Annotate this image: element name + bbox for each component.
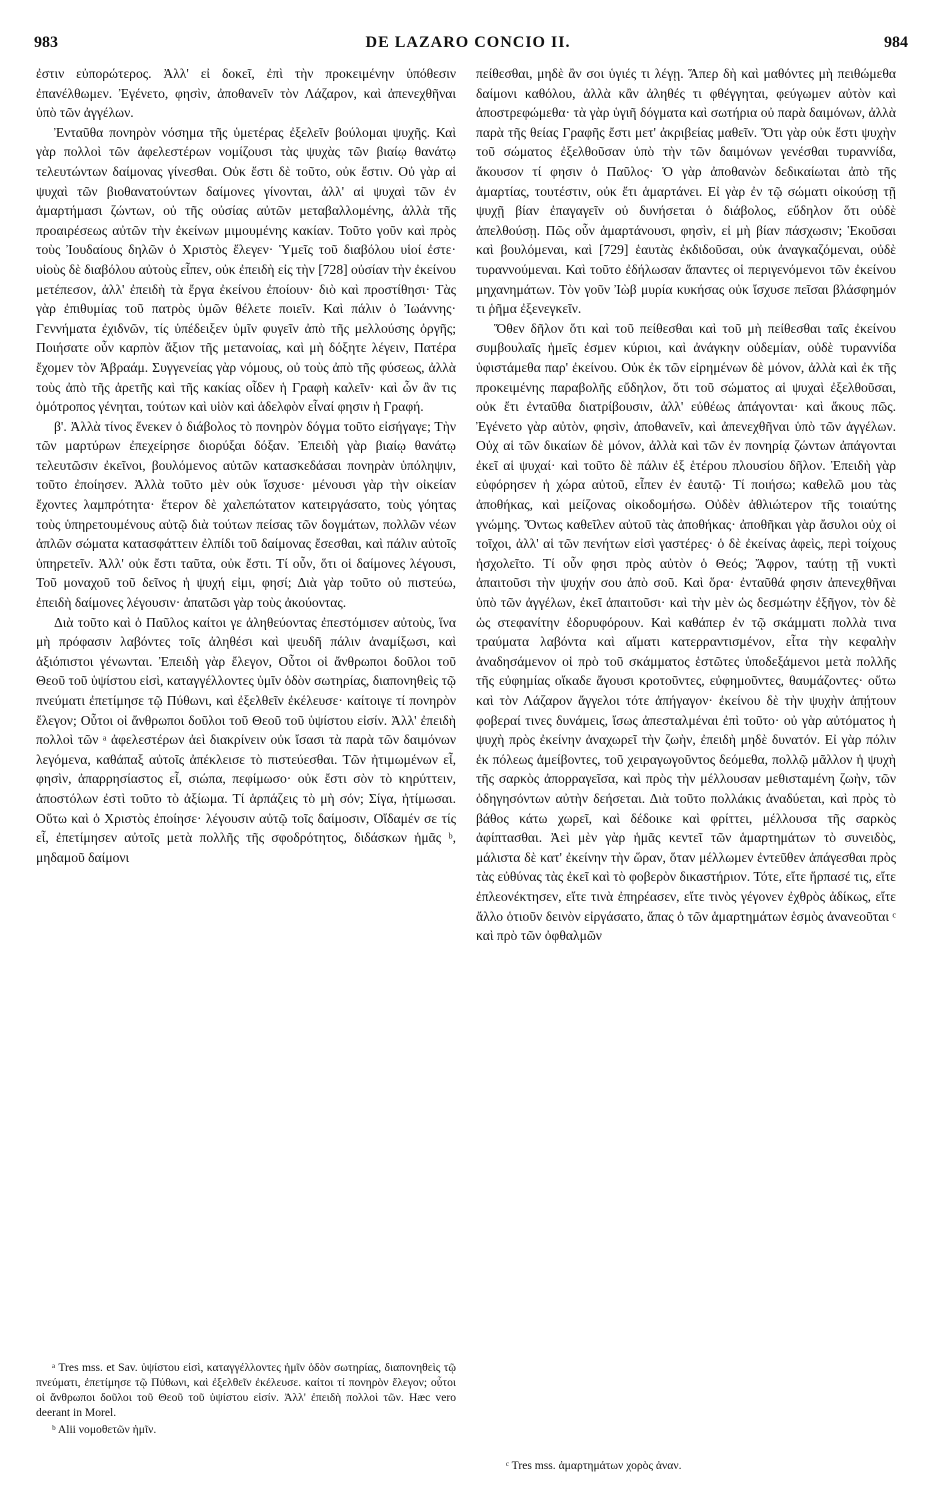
paragraph: ἐστιν εὐπορώτερος. Ἀλλ' εἰ δοκεῖ, ἐπὶ τὴν προκειμένην ὑπόθεσιν ἐπανέλθωμεν. Ἐγένετο, φησὶν, ἀποθανεῖν τὸν Λάζαρον, καὶ ἀπενεχθῆναι ὑπὸ τῶν ἀγγέλων. [36, 66, 456, 121]
footnote-b: ᵇ Alii νομοθετῶν ἡμῖν. [52, 1423, 157, 1436]
paragraph: Ἐνταῦθα πονηρὸν νόσημα τῆς ὑμετέρας ἐξελεῖν βούλομαι ψυχῆς. Καὶ γὰρ πολλοὶ τῶν ἀφελεστέρων νομίζουσι τὰς ψυχὰς τῶν βιαίῳ θανάτῳ τελευτώντων δαίμονας γίνεσθαι. Οὐκ ἔστι δὲ τοῦτο, οὐκ ἔστιν. Οὐ γὰρ αἱ ψυχαὶ τῶν βιοθανατούντων δαίμονες γίνονται, ἀλλ' αἱ ψυχαὶ τῶν ἐν ἁμαρτήμασι ζώντων, οὐ τῆς οὐσίας αὐτῶν μεταβαλλομένης, ἀλλὰ τῆς προαιρέσεως αὐτῶν τὴν ἐκείνων μιμουμένης κακίαν. Τοῦτο γοῦν καὶ πρὸς τοὺς Ἰουδαίους δηλῶν ὁ Χριστὸς ἔλεγεν· Ὑμεῖς τοῦ διαβόλου υἱοί ἐστε· υἱοὺς δὲ διαβόλου αὐτοὺς εἶπεν, οὐκ ἐπειδὴ εἰς τὴν [728] οὐσίαν τὴν ἐκείνου μετέπεσον, ἀλλ' ἐπειδὴ τὰ ἔργα ἐκείνου ἐποίουν· διὸ καὶ προστίθησι· Τὰς γὰρ ἐπιθυμίας τοῦ πατρὸς ὑμῶν θέλετε ποιεῖν. Καὶ πάλιν ὁ Ἰωάννης· Γεννήματα ἐχιδνῶν, τίς ὑπέδειξεν ὑμῖν φυγεῖν ἀπὸ τῆς μελλούσης ὀργῆς; Ποιήσατε οὖν καρπὸν ἄξιον τῆς μετανοίας, καὶ μὴ δόξητε λέγειν, Πατέρα ἔχομεν τὸν Ἀβραάμ. Συγγενείας γὰρ νόμους, οὐ τοὺς ἀπὸ τῆς φύσεως, ἀλλὰ τοὺς ἀπὸ τῆς ἀρετῆς καὶ τῆς κακίας οἶδεν ἡ Γραφὴ καλεῖν· καὶ ὧν ἂν τις ὁμότροπος γένηται, τούτων καὶ υἱὸν καὶ ἀδελφὸν εἶναί φησιν ἡ Γραφή. [36, 124, 456, 415]
page-number-left: 983 [34, 34, 58, 51]
footnotes-right [490, 1458, 890, 1475]
right-column [476, 64, 896, 1454]
paragraph: Διὰ τοῦτο καὶ ὁ Παῦλος καίτοι γε ἀληθεύοντας ἐπεστόμισεν αὐτοὺς, ἵνα μὴ πρόφασιν λαβόντες τοῖς ἀληθέσι καὶ ψευδῆ πάλιν ἀναμίξωσι, καὶ ἀξιόπιστοι γένωνται. Ἐπειδὴ γὰρ ἔλεγον, Οὗτοι οἱ ἄνθρωποι δοῦλοι τοῦ Θεοῦ τοῦ ὑψίστου εἰσὶ, καταγγέλλοντες ὑμῖν ὁδὸν σωτηρίας, διαπονηθεὶς τῷ πνεύματι ἐπετίμησε τῷ Πύθωνι, καὶ ἐξελθεῖν ἐκέλευσε· καίτοιγε τί πονηρὸν ἔλεγον; Οὗτοι οἱ ἄνθρωποι δοῦλοι τοῦ Θεοῦ τοῦ ὑψίστου εἰσίν. Ἀλλ' ἐπειδὴ πολλοὶ τῶν ᵃ ἀφελεστέρων ἀεὶ διακρίνειν οὐκ ἴσασι τὰ παρὰ τῶν δαιμόνων λεγόμενα, καθάπαξ αὐτοῖς ἀπέκλεισε τὸ πιστεύεσθαι. Τῶν ἠτιμωμένων εἶ, φησὶν, ἀπαρρησίαστος εἶ, σιώπα, πεφίμωσο· οὐκ ἔστι σὸν τὸ κηρύττειν, ἀποστόλων ἐστὶ τοῦτο τὸ ἀξίωμα. Τί ἁρπάζεις τὸ μὴ σόν; Σίγα, ἠτίμωσαι. Οὕτω καὶ ὁ Χριστὸς ἐποίησε· λέγουσιν αὐτῷ τοῖς δαίμοσιν, Οἴδαμέν σε τίς εἶ, ἐπετίμησεν αὐτοῖς μετὰ πολλῆς τῆς σφοδρότητος, διδάσκων ἡμᾶς ᵇ, μηδαμοῦ δαίμονι [36, 614, 456, 865]
footnote-c: ᶜ Tres mss. ἁμαρτημάτων χορὸς ἀναν. [506, 1459, 682, 1472]
paragraph: β'. Ἀλλὰ τίνος ἕνεκεν ὁ διάβολος τὸ πονηρὸν δόγμα τοῦτο εἰσήγαγε; Τὴν τῶν μαρτύρων ἐπεχείρησε διορύξαι δόξαν. Ἐπειδὴ γὰρ βιαίῳ θανάτῳ τελευτῶσιν ἐκεῖνοι, βουλόμενος αὐτῶν κατασκεδάσαι πονηρὰν ὑπόληψιν, τοῦτο ἐποίησεν. Ἀλλὰ τοῦτο μὲν οὐκ ἴσχυσε· μένουσι γὰρ τὴν οἰκείαν ἔχοντες λαμπρότητα· ἕτερον δὲ χαλεπώτατον κατειργάσατο, τοὺς γόητας τοὺς ὑπηρετουμένους αὐτῷ διὰ τούτων πείσας τῶν δογμάτων, πολλῶν νέων ἀπλῶν σώματα κατασφάττειν ἐλπίδι τοῦ δαίμονας ἔσεσθαι, καὶ πάλιν αὐτοῖς ὑπηρετεῖν. Ἀλλ' οὐκ ἔστι ταῦτα, οὐκ ἔστι. Τί οὖν, ὅτι οἱ δαίμονες λέγουσι, Τοῦ μοναχοῦ τοῦ δεῖνος ἡ ψυχή εἰμι, φησί; Διὰ γὰρ τοῦτο οὐ πιστεύω, ἐπειδὴ δαίμονες λέγουσιν· ἀπατῶσι γὰρ τοὺς ἀκούοντας. [36, 418, 456, 611]
page-number-right: 984 [884, 34, 908, 51]
left-column [36, 64, 456, 1354]
paragraph: πείθεσθαι, μηδὲ ἂν σοι ὑγιές τι λέγῃ. Ἅπερ δὴ καὶ μαθόντες μὴ πειθώμεθα δαίμονι καθόλου, ἀλλὰ κἂν ἀληθές τι φθέγγηται, φεύγωμεν αὐτὸν καὶ ἀποστρεφώμεθα· τὰ γὰρ ὑγιῆ δόγματα καὶ σωτήρια οὐ παρὰ δαιμόνων, ἀλλὰ παρὰ τῆς θείας Γραφῆς ἔστι μετ' ἀκριβείας μαθεῖν. Ὅτι γὰρ οὐκ ἔστι ψυχὴν τοῦ σώματος ἐξελθοῦσαν ὑπὸ τὴν τῶν δαιμόνων γενέσθαι τυραννίδα, ἄκουσον τί φησιν ὁ Παῦλος· Ὁ γὰρ ἀποθανὼν δεδικαίωται ἀπὸ τῆς ἁμαρτίας, τουτέστιν, οὐκ ἔτι ἁμαρτάνει. Εἰ γὰρ ἐν τῷ σώματι οἰκούσῃ τῇ ψυχῇ βίαν ἐπαγαγεῖν οὐ δυνήσεται ὁ διάβολος, εὔδηλον ὅτι οὐδὲ ἀπελθούσῃ. Πῶς οὖν ἁμαρτάνουσι, φησὶν, εἰ μὴ βίαν πάσχωσιν; Ἑκοῦσαι καὶ βουλόμεναι, καὶ [729] ἑαυτὰς ἐκδιδοῦσαι, οὐκ ἀναγκαζόμεναι, οὐδὲ τυραννούμεναι. Καὶ τοῦτο ἐδήλωσαν ἅπαντες οἱ περιγενόμενοι τῶν ἐκείνου μηχανημάτων. Τὸν γοῦν Ἰὼβ μυρία κυκήσας οὐκ ἴσχυσε πεῖσαι βλάσφημόν τι ῥῆμα ἐξενεγκεῖν. [476, 66, 896, 317]
running-header [28, 34, 908, 56]
footnote-a: ᵃ Tres mss. et Sav. ὑψίστου εἰσὶ, καταγγέλλοντες ἡμῖν ὁδὸν σωτηρίας, διαπονηθεὶς τῷ πνεύματι, ἐπετίμησε τῷ Πύθωνι, καὶ ἐξελθεῖν ἐκέλευσε. καίτοι τί πονηρὸν ἔλεγον; οὗτοι οἱ ἄνθρωποι δοῦλοι τοῦ Θεοῦ τοῦ ὑψίστου εἰσίν. Ἀλλ' ἐπειδὴ πολλοὶ τῶν. Hæc vero deerant in Morel. [36, 1361, 456, 1419]
running-title: DE LAZARO CONCIO II. [365, 34, 571, 51]
footnotes-left [36, 1360, 456, 1439]
paragraph: Ὅθεν δῆλον ὅτι καὶ τοῦ πείθεσθαι καὶ τοῦ μὴ πείθεσθαι ταῖς ἐκείνου συμβουλαῖς ἡμεῖς ἐσμεν κύριοι, καὶ ἀνάγκην οὐδεμίαν, οὐδὲ τυραννίδα ὑφιστάμεθα παρ' ἐκείνου. Οὐκ ἐκ τῶν εἰρημένων δὲ μόνον, ἀλλὰ καὶ ἐκ τῆς προκειμένης παραβολῆς εὔδηλον, ὅτι τοῦ σώματος αἱ ψυχαὶ ἐξελθοῦσαι, οὐκ ἔτι ἐνταῦθα διατρίβουσιν, ἀλλ' εὐθέως ἀπάγονται· καὶ ἄκους πῶς. Ἐγένετο γὰρ αὐτὸν, φησὶν, ἀποθανεῖν, καὶ ἀπενεχθῆναι ὑπὸ τῶν ἀγγέλων. Οὐχ αἱ τῶν δικαίων δὲ μόνον, ἀλλὰ καὶ τῶν ἐν πονηρίᾳ ζώντων ἀπάγονται ἐκεῖ αἱ ψυχαί· καὶ τοῦτο δὲ πάλιν ἐξ ἑτέρου πλουσίου δῆλον. Ἐπειδὴ γὰρ εὐφόρησεν ἡ χώρα αὐτοῦ, εἶπεν ἐν ἑαυτῷ· Τί ποιήσω; καθελῶ μου τὰς ἀποθήκας, καὶ μείζονας οἰκοδομήσω. Οὐδὲν ἀθλιώτερον τῆς τοιαύτης γνώμης. Ὄντως καθεῖλεν αὐτοῦ τὰς ἀποθήκας· ἀποθῆκαι γὰρ ἄσυλοι οὐχ οἱ τοῖχοι, ἀλλ' αἱ τῶν πενήτων εἰσὶ γαστέρες· ὁ δὲ ἐκείνας ἀφεὶς, περὶ τοίχους ἠσχολεῖτο. Τί οὖν φησι πρὸς αὐτὸν ὁ Θεός; Ἄφρον, ταύτῃ τῇ νυκτὶ ἀπαιτοῦσι τὴν ψυχήν σου ἀπὸ σοῦ. Καὶ ὅρα· ἐνταῦθά φησιν ἀπενεχθῆναι ὑπὸ τῶν ἀγγέλων, ἐκεῖ ἀπαιτοῦσι· καὶ τὴν μὲν ὡς δεσμώτην ἐξῆγον, τὸν δὲ ὡς στεφανίτην ἐδορυφόρουν. Καὶ καθάπερ ἐν τῷ σκάμματι πολλὰ τινα τραύματα λαβόντα καὶ αἵματι κατερραντισμένον, εἶτα τὴν κεφαλὴν ἀναδησάμενον οἱ πρὸ τοῦ σκάμματος ἑστῶτες ὑποδεξάμενοι μετὰ πολλῆς τῆς εὐφημίας οἴκαδε ἄγουσι κροτοῦντες, εὐφημοῦντες, θαυμάζοντες· οὕτω καὶ τὸν Λάζαρον ἄγγελοι τότε ἀπήγαγον· ἐκείνου δὲ τὴν ψυχὴν ἀπῄτουν φοβεραί τινες δυνάμεις, ἴσως ἀπεσταλμέναι ἐπὶ τοῦτο· οὐ γὰρ αὐτόματος ἡ ψυχὴ πρὸς ἐκείνην ἀναχωρεῖ τὴν ζωὴν, ἐπειδὴ μηδὲ δυνατόν. Εἰ γὰρ πόλιν ἐκ πόλεως ἀμείβοντες, τοῦ χειραγωγοῦντος δεόμεθα, πολλῷ μᾶλλον ἡ ψυχὴ τῆς σαρκὸς ἀπορραγεῖσα, καὶ πρὸς τὴν μέλλουσαν μεθισταμένη ζωὴν, τῶν ὁδηγησόντων αὐτὴν δεήσεται. Διὰ τοῦτο πολλάκις ἀναδύεται, καὶ πρὸς τὸ βάθος κάτω χωρεῖ, καὶ δέδοικε καὶ φρίττει, μέλλουσα τῆς σαρκὸς ἀφίπτασθαι. Ἀεὶ μὲν γὰρ ἡμᾶς κεντεῖ τῶν ἁμαρτημάτων τὸ συνειδὸς, μάλιστα δὲ κατ' ἐκείνην τὴν ὥραν, ὅταν μέλλωμεν ἐντεῦθεν ἀπάγεσθαι πρὸς τὰς εὐθύνας τὰς ἐκεῖ καὶ τὸ φοβερὸν δικαστήριον. Τότε, εἴτε ἥρπασέ τις, εἴτε ἐπλεονέκτησεν, εἴτε τινὰ ἐπηρέασεν, εἴτε τινὸς γέγονεν ἐχθρὸς ἀδίκως, εἴτε ἄλλο ὁτιοῦν δεινὸν εἰργάσατο, ἅπας ὁ τῶν ἁμαρτημάτων ἑσμὸς ἀνανεοῦται ᶜ καὶ πρὸ τῶν ὀφθαλμῶν [476, 320, 896, 944]
